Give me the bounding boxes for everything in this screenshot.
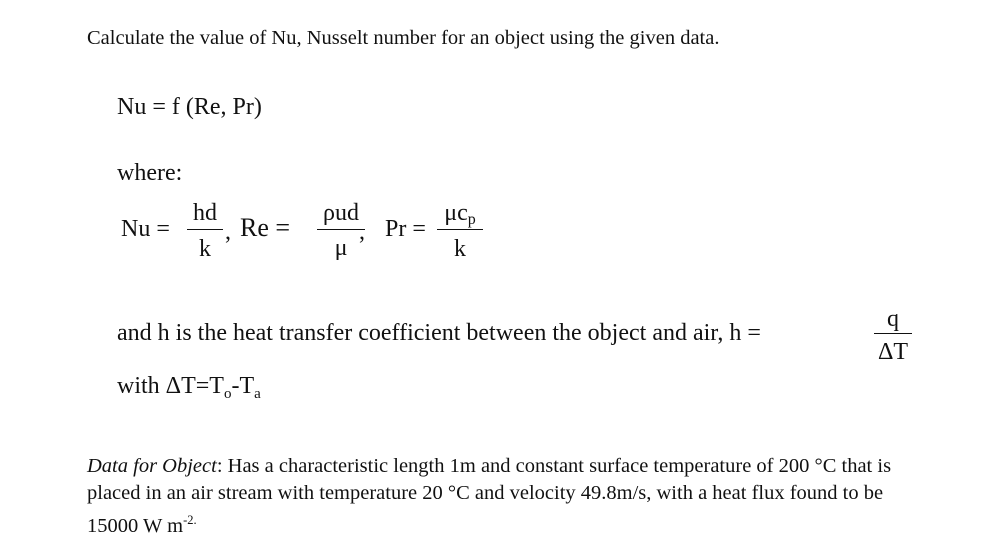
delta-t-definition: with $\Delta T=T_o-T_a$ (117, 373, 261, 402)
fraction-bar (437, 229, 483, 230)
re-fraction (317, 198, 365, 264)
pr-subscript: p (467, 211, 476, 228)
exponent: -2. (183, 513, 197, 527)
h-fraction (874, 305, 912, 369)
comma: , (225, 219, 231, 245)
re-denominator: μ (334, 235, 348, 261)
re-label: Re = (240, 213, 291, 242)
comma: , (359, 219, 365, 245)
h-denominator: ΔT (877, 339, 909, 365)
h-definition-text: and h is the heat transfer coefficient between the object and air, h = (117, 320, 761, 346)
pr-label: Pr = (385, 216, 426, 242)
pr-numerator: $\mu c_p$ (444, 200, 476, 228)
fraction-bar (187, 229, 223, 230)
nu-label: Nu = (121, 216, 170, 242)
problem-statement: Calculate the value of Nu, Nusselt number for an object using the given data. (87, 27, 720, 49)
subscript-o: o (223, 386, 232, 402)
nusselt-relation: Nu = f (Re, Pr) (117, 94, 262, 120)
nu-denominator: k (199, 236, 211, 262)
where-label: where: (117, 160, 183, 186)
fraction-bar (874, 333, 912, 334)
fraction-bar (317, 229, 365, 230)
pr-denominator: k (454, 236, 466, 262)
re-numerator: ρud (323, 200, 359, 226)
object-data: Data for Object: Has a characteristic length 1m and constant surface temperature of 200 °C that is placed in an air stream with temperature 20 °C and velocity 49.8m/s, with a heat flux found to be 15000 W $m^{-2.}$ (87, 455, 892, 537)
h-numerator: q (887, 306, 899, 332)
pr-fraction (437, 198, 483, 264)
data-label: Data for Object (87, 455, 217, 477)
subscript-a: a (254, 386, 261, 402)
nu-fraction (187, 198, 223, 264)
nu-numerator: hd (193, 200, 217, 226)
data-text: Has a characteristic length 1m and constant surface temperature of 200 °C that is placed in an air stream with temperature 20 °C and velocity 49.8m/s, with a heat flux found to be 15000 W m (87, 455, 892, 537)
